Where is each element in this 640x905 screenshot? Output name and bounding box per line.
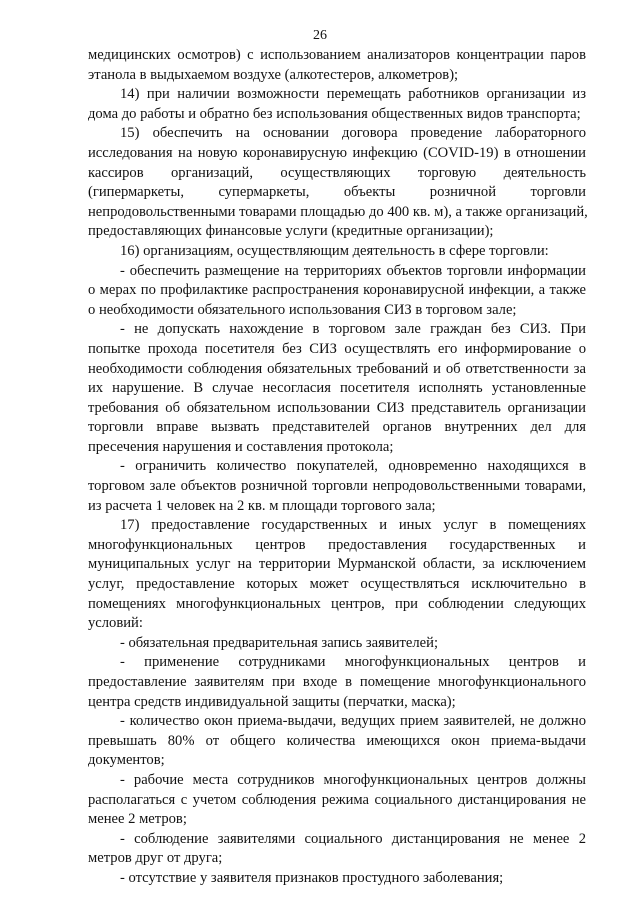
text-line: торговом зале объектов розничной торговли непродовольственными товарами, xyxy=(88,478,586,495)
text-line: кассиров организаций, осуществляющих торговую деятельность xyxy=(88,164,586,181)
text-line: попытке прохода посетителя без СИЗ осуществлять его информирование о xyxy=(88,340,586,357)
text-line: непродовольственными товарами площадью до 400 кв. м), а также организаций, xyxy=(88,203,588,220)
text-line: - обязательная предварительная запись заявителей; xyxy=(120,634,439,651)
text-line: 17) предоставление государственных и иных услуг в помещениях xyxy=(120,517,586,534)
text-line: располагаться с учетом соблюдения режима социального дистанцирования не xyxy=(88,791,586,808)
text-line: исследования на новую коронавирусную инфекцию (COVID-19) в отношении xyxy=(88,144,586,161)
text-line: - ограничить количество покупателей, одновременно находящихся в xyxy=(120,458,586,475)
document-body xyxy=(88,46,586,889)
text-line: условий: xyxy=(88,615,143,632)
text-line: услуг, предоставление которых может осуществляться исключительно в xyxy=(88,576,586,593)
text-line: многофункциональных центров предоставления государственных и xyxy=(88,536,586,553)
text-line: документов; xyxy=(88,752,165,769)
text-line: превышать 80% от общего количества имеющихся окон приема-выдачи xyxy=(88,732,586,749)
text-line: медицинских осмотров) с использованием анализаторов концентрации паров xyxy=(88,47,586,63)
text-line: 14) при наличии возможности перемещать работников организации из xyxy=(120,86,586,103)
text-line: (гипермаркеты, супермаркеты, объекты розничной торговли xyxy=(88,184,586,201)
text-line: дома до работы и обратно без использования общественных видов транспорта; xyxy=(88,105,581,122)
text-line: требования об обязательном использовании СИЗ представитель организации xyxy=(88,399,586,416)
text-line: 15) обеспечить на основании договора проведение лабораторного xyxy=(120,125,586,142)
text-line: необходимости соблюдения обязательных требований и об ответственности за xyxy=(88,360,586,377)
text-line: их нарушение. В случае несогласия посетителя исполнять установленные xyxy=(88,380,586,397)
text-line: пресечения нарушения и составления протокола; xyxy=(88,438,394,455)
text-line: торговли вправе вызвать представителей органов внутренних дел для xyxy=(88,419,586,436)
text-line: этанола в выдыхаемом воздухе (алкотестеров, алкометров); xyxy=(88,66,459,83)
text-line: метров друг от друга; xyxy=(88,850,223,867)
text-line: муниципальных услуг на территории Мурманской области, за исключением xyxy=(88,556,586,573)
text-line: - отсутствие у заявителя признаков простудного заболевания; xyxy=(120,869,504,886)
text-line: помещениях многофункциональных центров, при соблюдении следующих xyxy=(88,595,586,612)
text-line: 16) организациям, осуществляющим деятельность в сфере торговли: xyxy=(120,242,549,259)
text-line: менее 2 метров; xyxy=(88,811,187,828)
text-line: - применение сотрудниками многофункциональных центров и xyxy=(120,654,586,671)
text-line: предоставляющих финансовые услуги (кредитные организации); xyxy=(88,223,494,240)
text-line: из расчета 1 человек на 2 кв. м площади торгового зала; xyxy=(88,497,436,514)
text-line: - соблюдение заявителями социального дистанцирования не менее 2 xyxy=(120,830,586,847)
text-line: - обеспечить размещение на территориях объектов торговли информации xyxy=(120,262,586,279)
text-line: центра средств индивидуальной защиты (перчатки, маска); xyxy=(88,693,456,710)
page-number: 26 xyxy=(313,28,327,43)
text-line: - количество окон приема-выдачи, ведущих прием заявителей, не должно xyxy=(120,713,586,730)
text-line: о мерах по профилактике распространения коронавирусной инфекции, а также xyxy=(88,282,586,299)
text-line: - не допускать нахождение в торговом зале граждан без СИЗ. При xyxy=(120,321,586,338)
text-line: предоставление заявителям при входе в помещение многофункционального xyxy=(88,674,586,690)
text-line: - рабочие места сотрудников многофункциональных центров должны xyxy=(120,771,586,788)
text-line: о необходимости обязательного использования СИЗ в торговом зале; xyxy=(88,301,517,318)
